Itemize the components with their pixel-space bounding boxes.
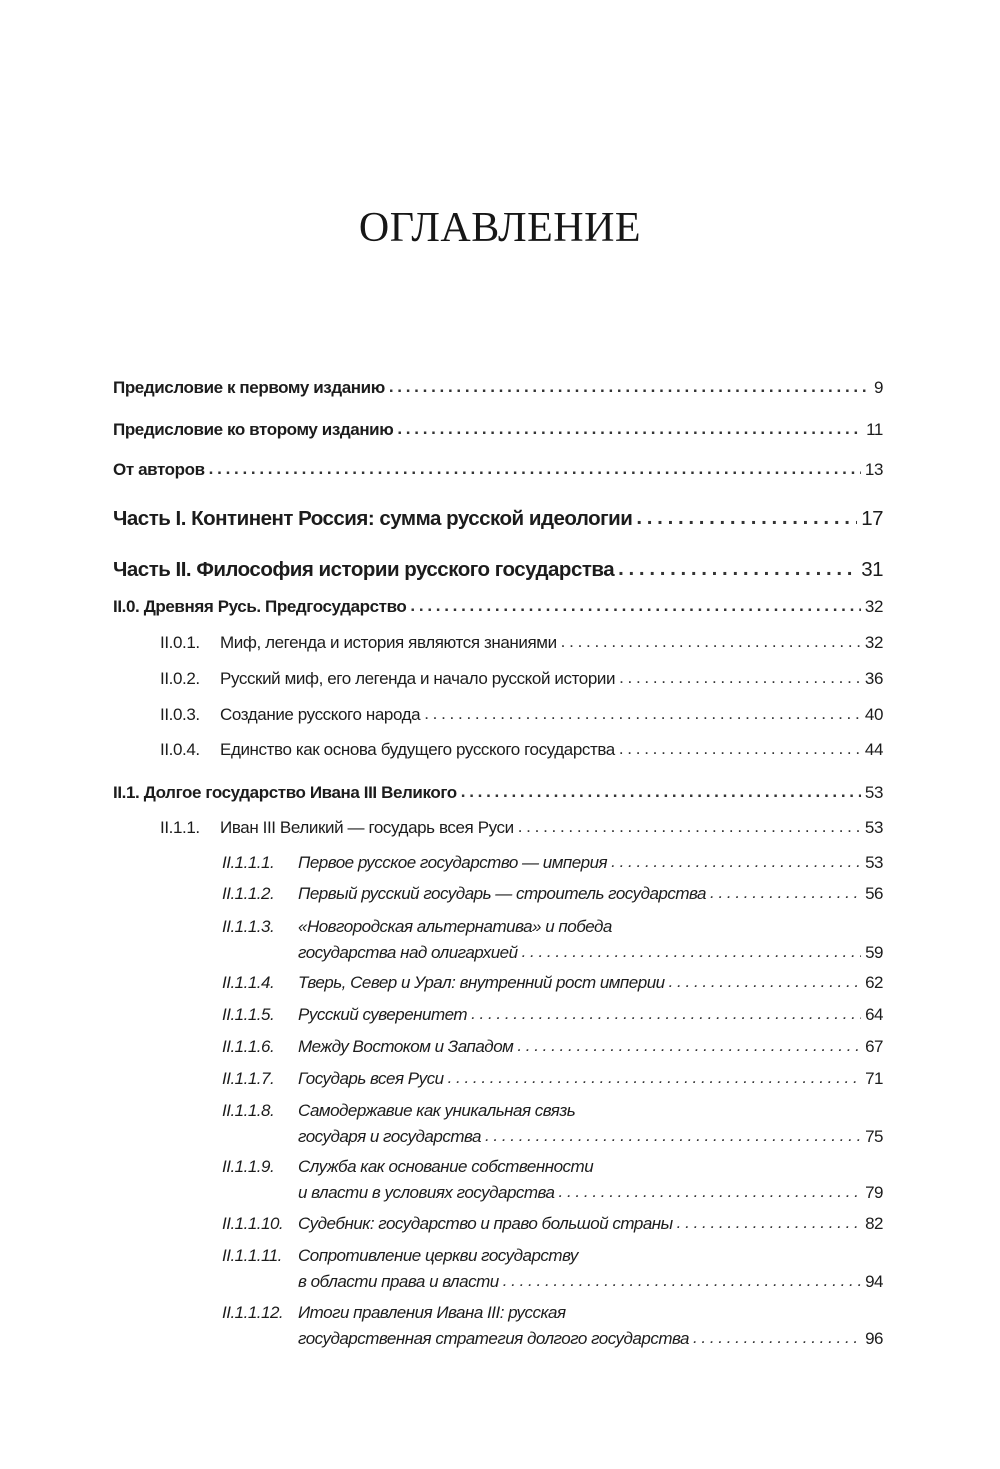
toc-page-number: 75 bbox=[865, 1127, 883, 1146]
dot-leader bbox=[561, 632, 861, 652]
toc-entry-part-2[interactable] bbox=[113, 558, 883, 582]
toc-page-number: 44 bbox=[864, 740, 883, 759]
toc-entry-title-line2: государя и государства bbox=[298, 1127, 481, 1146]
dot-leader bbox=[559, 1182, 862, 1202]
toc-page-number: 53 bbox=[864, 783, 883, 802]
page-title: ОГЛАВЛЕНИЕ bbox=[358, 205, 642, 252]
toc-entry-number: II.1.1. bbox=[160, 818, 200, 837]
toc-entry-number: II.1.1.1. bbox=[222, 853, 275, 872]
toc-entry-number: II.0.2. bbox=[160, 669, 200, 688]
toc-entry-number: II.0.1. bbox=[160, 633, 200, 652]
toc-entry-subsection-II-1-1-9[interactable] bbox=[222, 1157, 883, 1203]
toc-entry-subsection-II-1-1-3[interactable] bbox=[222, 917, 883, 963]
toc-entry-title: Часть I. Континент Россия: сумма русской идеологии bbox=[113, 507, 633, 530]
toc-entry-title: От авторов bbox=[113, 460, 205, 479]
toc-entry-title: Миф, легенда и история являются знаниями bbox=[220, 633, 557, 652]
toc-entry-number: II.1.1.10. bbox=[222, 1214, 284, 1233]
toc-entry-section-II-1-1[interactable] bbox=[160, 818, 883, 838]
toc-entry-title: Тверь, Север и Урал: внутренний рост империи bbox=[298, 973, 665, 992]
dot-leader bbox=[693, 1328, 861, 1348]
toc-page-number: 62 bbox=[865, 973, 883, 992]
dot-leader bbox=[677, 1213, 861, 1233]
dot-leader bbox=[448, 1068, 862, 1088]
toc-entry-chapter-II-1[interactable] bbox=[113, 783, 883, 803]
toc-page-number: 71 bbox=[865, 1069, 883, 1088]
toc-entry-title: Первое русское государство — империя bbox=[298, 853, 608, 872]
toc-page-number: 53 bbox=[865, 853, 883, 872]
dot-leader bbox=[619, 668, 861, 688]
toc-page-number: 79 bbox=[865, 1183, 883, 1202]
toc-entry-preface-second[interactable] bbox=[113, 420, 883, 440]
toc-page-number: 64 bbox=[865, 1005, 883, 1024]
dot-leader bbox=[669, 972, 861, 992]
toc-entry-subsection-II-1-1-8[interactable] bbox=[222, 1101, 883, 1147]
toc-entry-title-line1: Итоги правления Ивана III: русская bbox=[298, 1303, 566, 1322]
toc-entry-subsection-II-1-1-1[interactable] bbox=[222, 853, 883, 873]
toc-entry-number: II.1.1.11. bbox=[222, 1246, 282, 1265]
dot-leader bbox=[397, 419, 862, 439]
toc-entry-title-line2: и власти в условиях государства bbox=[298, 1183, 555, 1202]
dot-leader bbox=[424, 704, 861, 724]
toc-page-number: 53 bbox=[864, 818, 883, 837]
toc-entry-number: II.1.1.2. bbox=[222, 884, 275, 903]
toc-entry-title: Между Востоком и Западом bbox=[298, 1037, 514, 1056]
toc-entry-number: II.1.1.5. bbox=[222, 1005, 275, 1024]
dot-leader bbox=[389, 377, 870, 397]
toc-page-number: 96 bbox=[865, 1329, 883, 1348]
toc-entry-number: II.1.1.3. bbox=[222, 917, 275, 936]
toc-entry-section-II-0-4[interactable] bbox=[160, 740, 883, 760]
toc-entry-title-line2: в области права и власти bbox=[298, 1272, 499, 1291]
toc-page-number: 36 bbox=[864, 669, 883, 688]
toc-entry-title-line2: государства над олигархией bbox=[298, 943, 518, 962]
toc-entry-title-line2: государственная стратегия долгого государства bbox=[298, 1329, 689, 1348]
toc-entry-title: Русский миф, его легенда и начало русской истории bbox=[220, 669, 616, 688]
toc-entry-subsection-II-1-1-4[interactable] bbox=[222, 973, 883, 993]
toc-entry-title: Предисловие к первому изданию bbox=[113, 378, 385, 397]
toc-entry-subsection-II-1-1-11[interactable] bbox=[222, 1246, 883, 1292]
dot-leader bbox=[522, 942, 862, 962]
toc-entry-number: II.0.3. bbox=[160, 705, 200, 724]
toc-entry-preface-first[interactable] bbox=[113, 378, 883, 398]
toc-entry-title: Создание русского народа bbox=[220, 705, 421, 724]
toc-entry-number: II.1.1.8. bbox=[222, 1101, 275, 1120]
toc-page-number: 40 bbox=[864, 705, 883, 724]
toc-entry-number: II.0.4. bbox=[160, 740, 200, 759]
toc-entry-section-II-0-3[interactable] bbox=[160, 705, 883, 725]
toc-entry-title: Русский суверенитет bbox=[298, 1005, 468, 1024]
toc-entry-title: Часть II. Философия истории русского государства bbox=[113, 558, 615, 581]
dot-leader bbox=[619, 739, 861, 759]
toc-entry-title-line1: Служба как основание собственности bbox=[298, 1157, 594, 1176]
toc-page-number: 67 bbox=[865, 1037, 883, 1056]
toc-page-number: 31 bbox=[861, 558, 883, 581]
dot-leader bbox=[503, 1271, 861, 1291]
toc-entry-part-1[interactable] bbox=[113, 507, 883, 531]
toc-entry-subsection-II-1-1-7[interactable] bbox=[222, 1069, 883, 1089]
dot-leader bbox=[410, 596, 860, 616]
toc-entry-number: II.0. bbox=[113, 597, 140, 616]
toc-entry-subsection-II-1-1-10[interactable] bbox=[222, 1214, 883, 1234]
toc-page-number: 13 bbox=[864, 460, 883, 479]
toc-entry-number: II.1.1.9. bbox=[222, 1157, 275, 1176]
toc-entry-from-authors[interactable] bbox=[113, 460, 883, 480]
toc-entry-title: Судебник: государство и право большой страны bbox=[298, 1214, 673, 1233]
toc-entry-number: II.1.1.4. bbox=[222, 973, 275, 992]
toc-page-number: 56 bbox=[865, 884, 883, 903]
toc-entry-title: Иван III Великий — государь всея Руси bbox=[220, 818, 514, 837]
toc-entry-title-line1: Самодержавие как уникальная связь bbox=[298, 1101, 576, 1120]
toc-page-number: 82 bbox=[865, 1214, 883, 1233]
dot-leader bbox=[636, 506, 857, 530]
toc-entry-chapter-II-0[interactable] bbox=[113, 597, 883, 617]
toc-entry-title-line1: Сопротивление церкви государству bbox=[298, 1246, 578, 1265]
toc-entry-section-II-0-2[interactable] bbox=[160, 669, 883, 689]
toc-entry-number: II.1.1.6. bbox=[222, 1037, 275, 1056]
dot-leader bbox=[611, 852, 861, 872]
dot-leader bbox=[710, 883, 861, 903]
dot-leader bbox=[518, 817, 861, 837]
toc-entry-title: Первый русский государь — строитель государства bbox=[298, 884, 706, 903]
toc-entry-title: Предисловие ко второму изданию bbox=[113, 420, 394, 439]
toc-entry-subsection-II-1-1-2[interactable] bbox=[222, 884, 883, 904]
toc-entry-subsection-II-1-1-5[interactable] bbox=[222, 1005, 883, 1025]
dot-leader bbox=[618, 557, 857, 581]
toc-page-number: 32 bbox=[864, 597, 883, 616]
toc-entry-title-line1: «Новгородская альтернатива» и победа bbox=[298, 917, 612, 936]
toc-page-number: 32 bbox=[864, 633, 883, 652]
dot-leader bbox=[471, 1004, 861, 1024]
toc-page-number: 9 bbox=[873, 378, 883, 397]
toc-entry-subsection-II-1-1-12[interactable] bbox=[222, 1303, 883, 1349]
toc-entry-section-II-0-1[interactable] bbox=[160, 633, 883, 653]
toc-page-number: 94 bbox=[865, 1272, 883, 1291]
toc-entry-subsection-II-1-1-6[interactable] bbox=[222, 1037, 883, 1057]
toc-entry-number: II.1. bbox=[113, 783, 140, 802]
dot-leader bbox=[461, 782, 861, 802]
toc-page-number: 17 bbox=[861, 507, 883, 530]
dot-leader bbox=[517, 1036, 861, 1056]
toc-entry-title: Древняя Русь. Предгосударство bbox=[143, 597, 407, 616]
toc-entry-number: II.1.1.7. bbox=[222, 1069, 275, 1088]
toc-entry-title: Долгое государство Ивана III Великого bbox=[143, 783, 457, 802]
toc-page-number: 59 bbox=[865, 943, 883, 962]
toc-entry-title: Единство как основа будущего русского государства bbox=[220, 740, 615, 759]
toc-entry-number: II.1.1.12. bbox=[222, 1303, 284, 1322]
toc-page-number: 11 bbox=[866, 420, 883, 439]
dot-leader bbox=[485, 1126, 861, 1146]
dot-leader bbox=[209, 459, 861, 479]
toc-entry-title: Государь всея Руси bbox=[298, 1069, 444, 1088]
